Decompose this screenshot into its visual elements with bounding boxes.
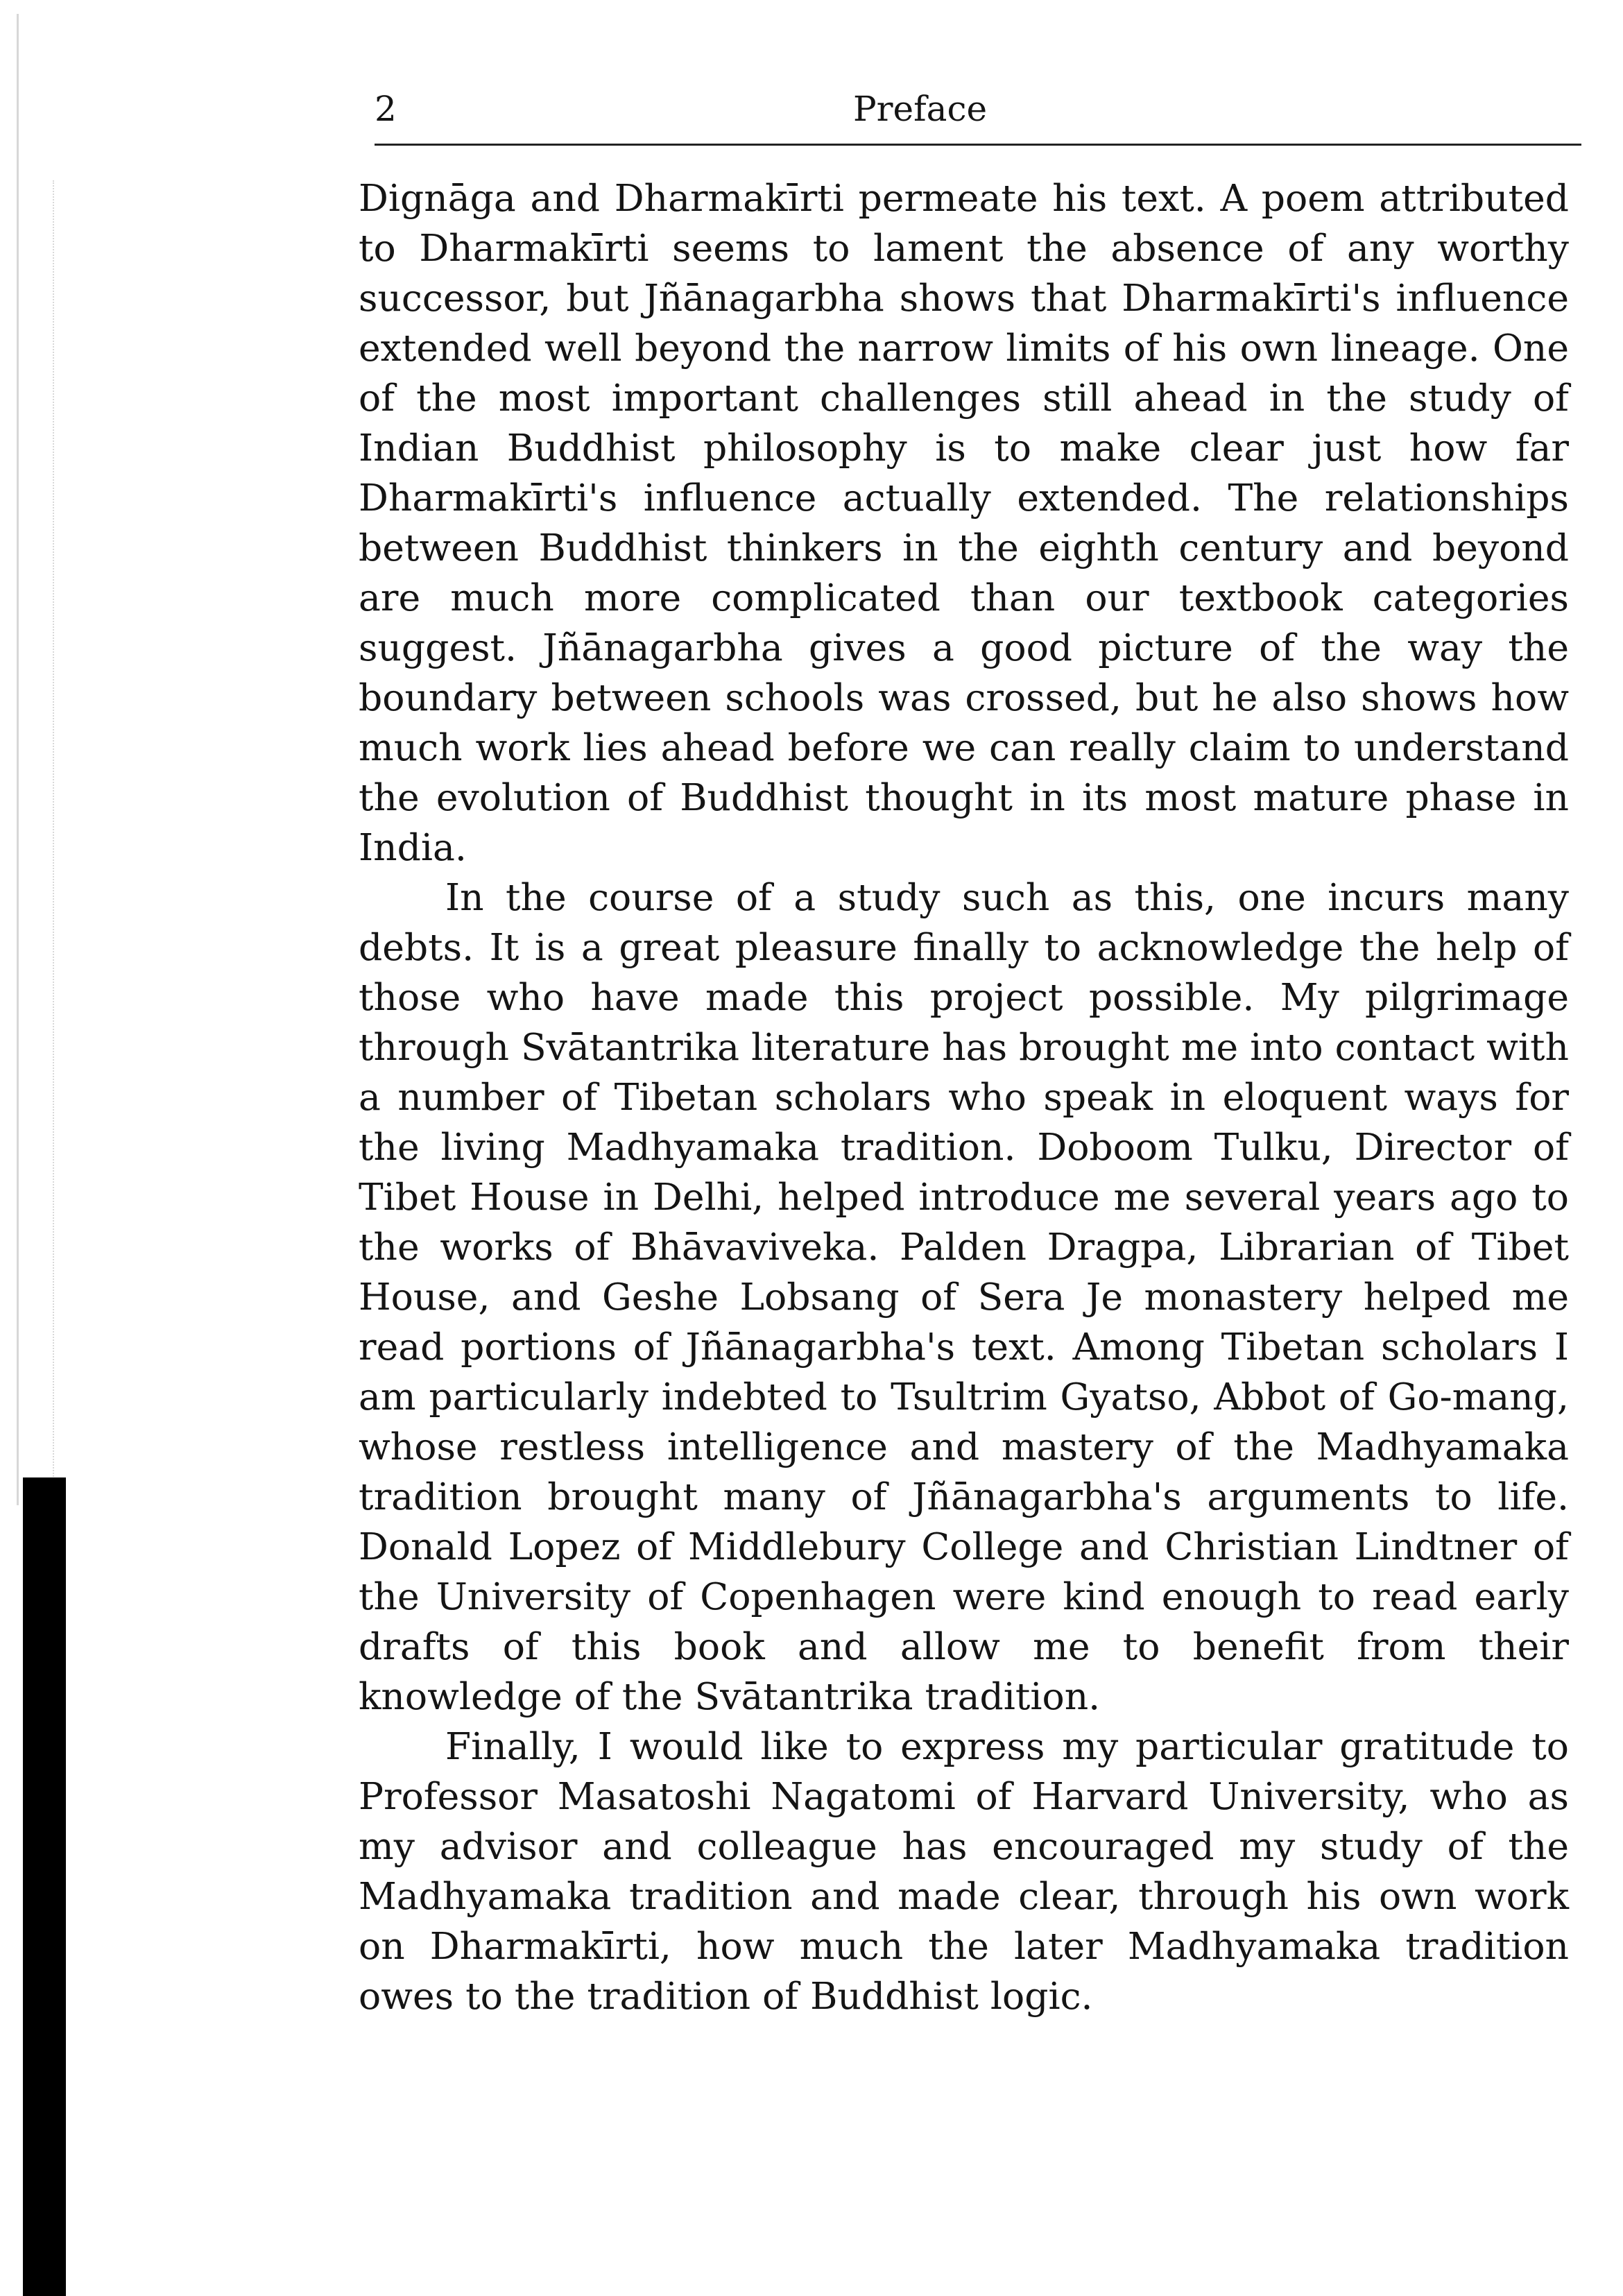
running-header: [375, 85, 1581, 146]
scan-edge-bar: [23, 1477, 66, 2296]
page-number: 2: [375, 89, 397, 129]
scan-gutter-marks: [53, 180, 62, 1498]
paragraph-acknowledgements: In the course of a study such as this, one incurs many debts. It is a great pleasure finally to acknowledge the help of those who have made this project possible. My pilgrimage through Svātantrika literature has brought me into contact with a number of Tibetan scholars who speak in eloquent ways for the living Madhyamaka tradition. Doboom Tulku, Director of Tibet House in Delhi, helped introduce me several years ago to the works of Bhāvaviveka. Palden Dragpa, Librarian of Tibet House, and Geshe Lobsang of Sera Je monastery helped me read portions of Jñānagarbha's text. Among Tibetan scholars I am particularly indebted to Tsultrim Gyatso, Abbot of Go-mang, whose restless intelligence and mastery of the Madhyamaka tradition brought many of Jñānagarbha's arguments to life. Donald Lopez of Middlebury College and Christian Lindtner of the University of Copenhagen were kind enough to read early drafts of this book and allow me to benefit from their knowledge of the Svātantrika tradition.: [359, 875, 1569, 1718]
running-title: Preface: [853, 89, 988, 129]
scan-gutter-line: [17, 14, 19, 1505]
paragraph-gratitude: Finally, I would like to express my particular gratitude to Professor Masatoshi Nagatomi of Harvard University, who as my advisor and colleague has encouraged my study of the Madhyamaka tradition and made clear, through his own work on Dharmakīrti, how much the later Madhyamaka tradition owes to the tradition of Buddhist logic.: [359, 1724, 1569, 2018]
paragraph-continuation: Dignāga and Dharmakīrti permeate his text. A poem attributed to Dharmakīrti seems to lament the absence of any worthy successor, but Jñānagarbha shows that Dharmakīrti's influence extended well beyond the narrow limits of his own lineage. One of the most important challenges still ahead in the study of Indian Buddhist philosophy is to make clear just how far Dharmakīrti's influence actually extended. The relationships between Buddhist thinkers in the eighth century and beyond are much more complicated than our textbook categories suggest. Jñānagarbha gives a good picture of the way the boundary between schools was crossed, but he also shows how much work lies ahead before we can really claim to understand the evolution of Buddhist thought in its most mature phase in India.: [359, 176, 1569, 869]
body-text: [359, 173, 1569, 2021]
